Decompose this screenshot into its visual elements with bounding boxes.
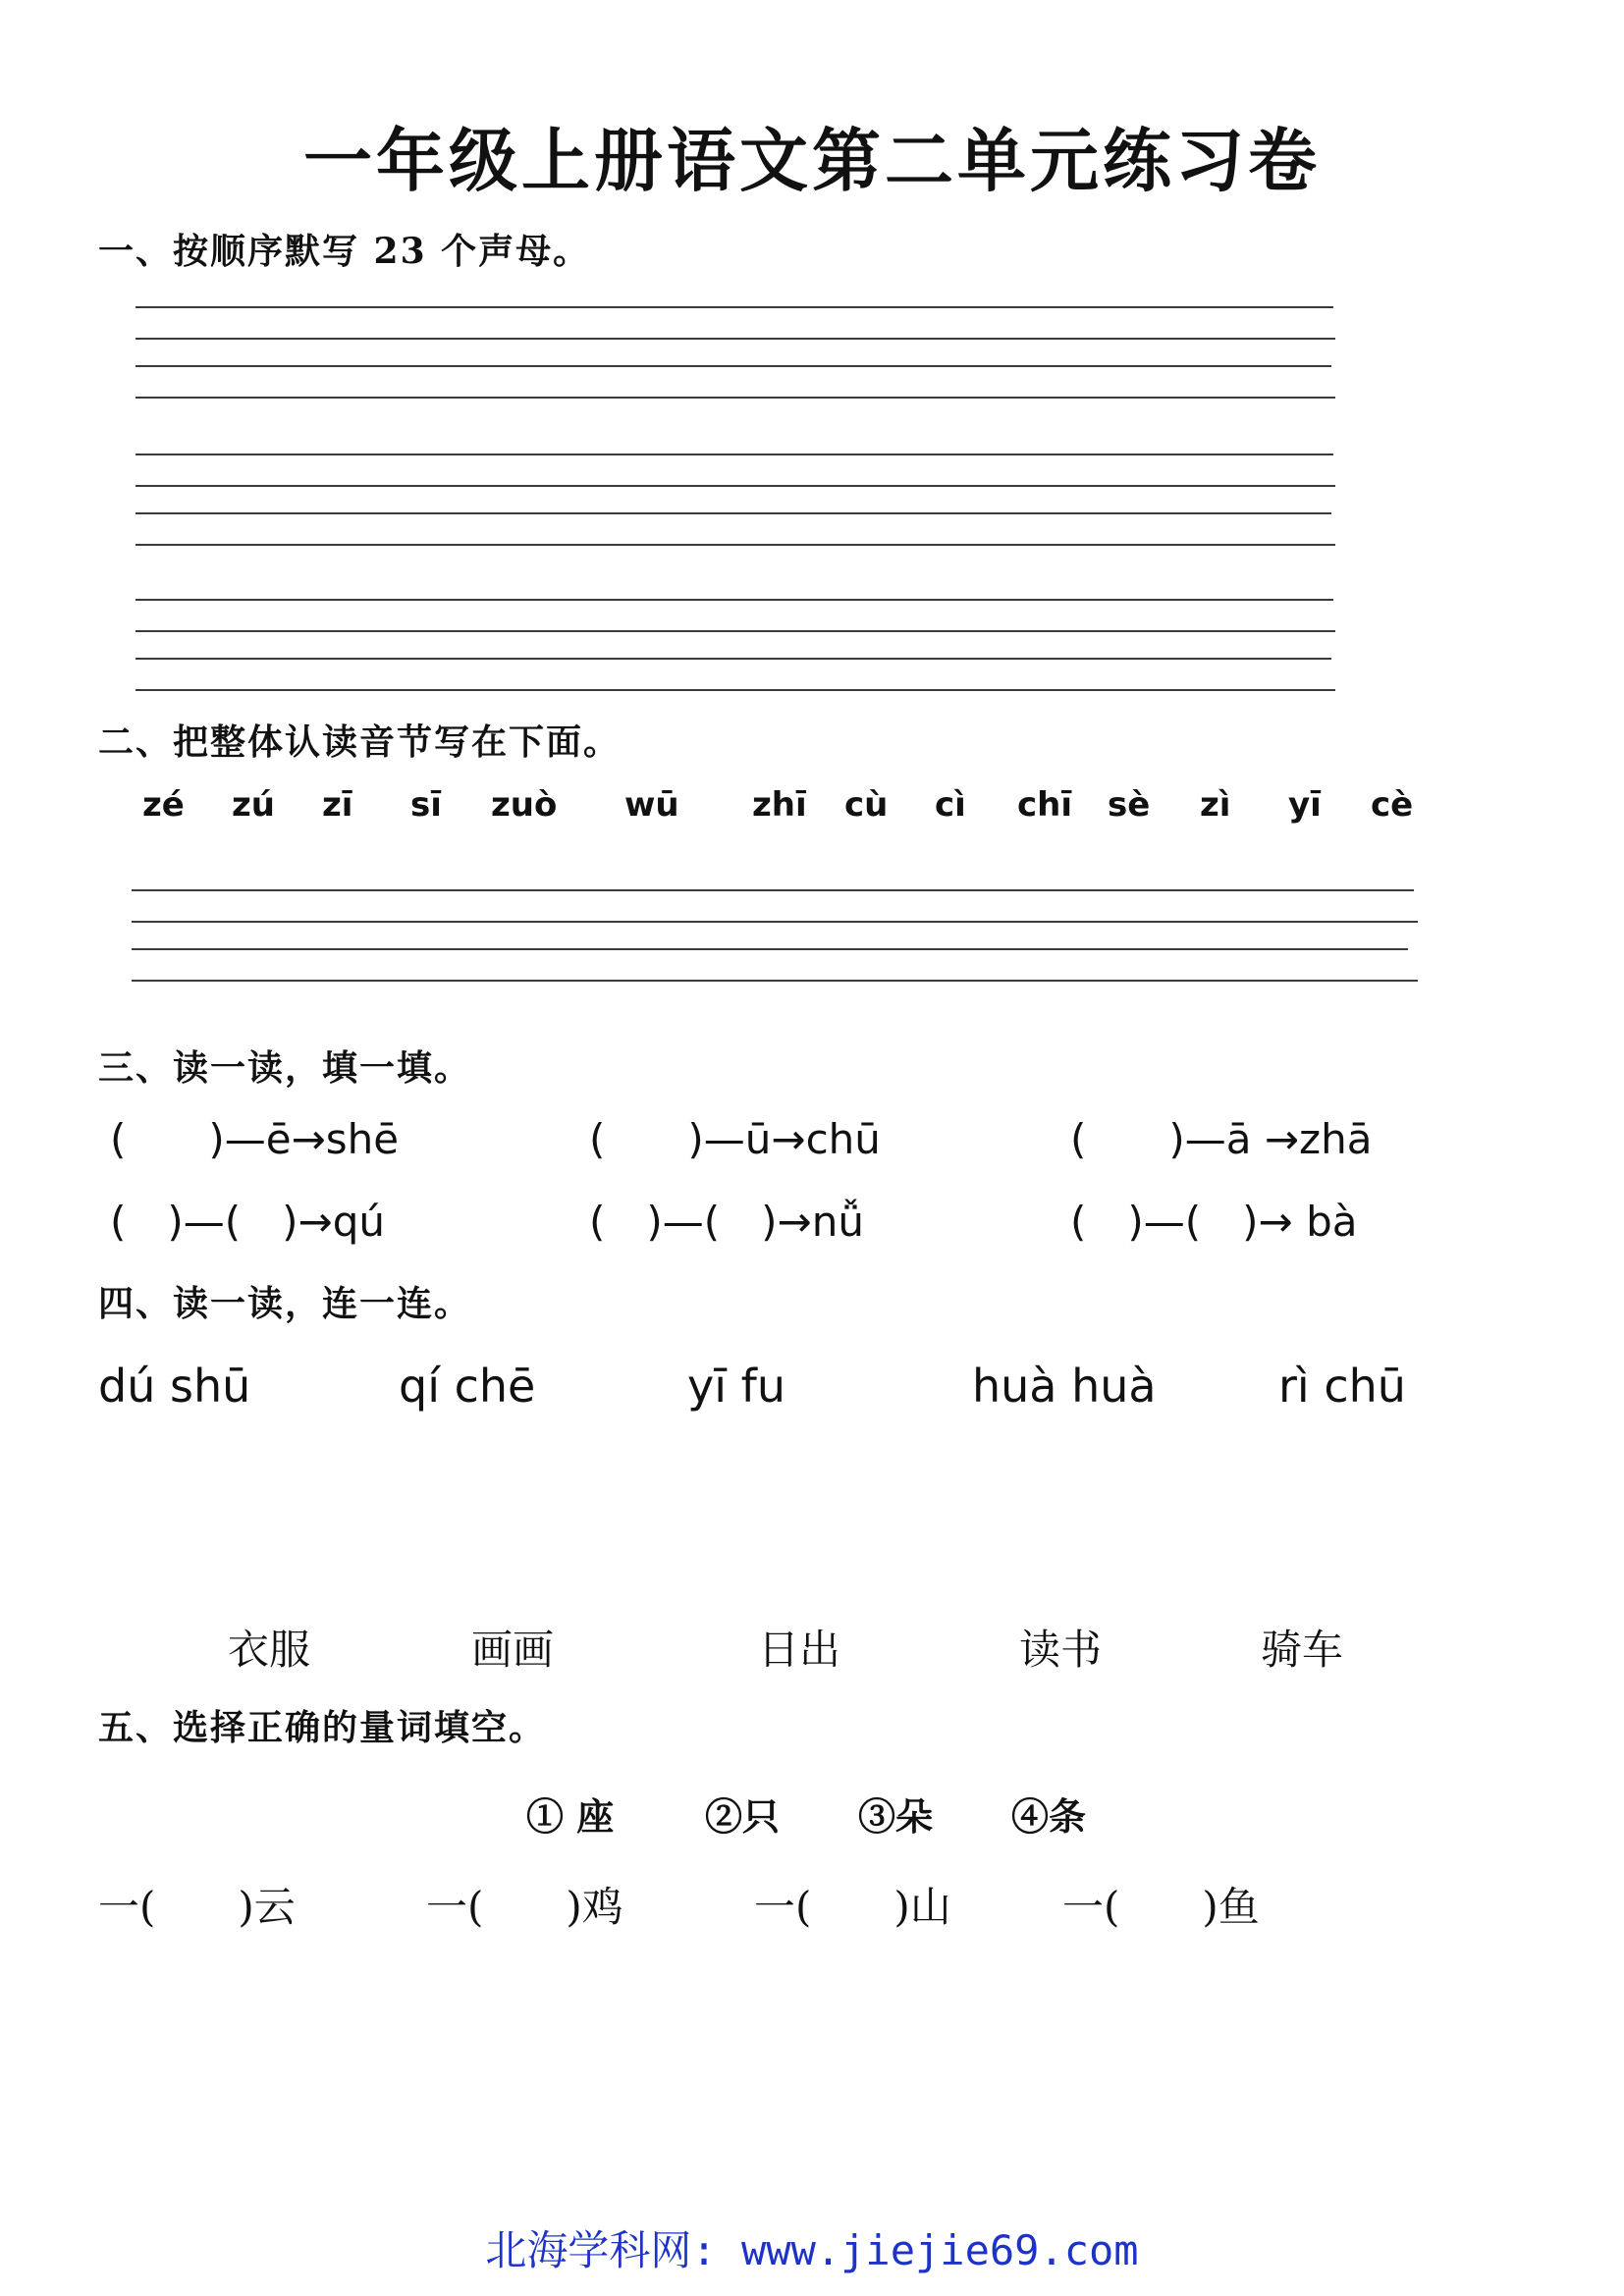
syllable: sī [410, 785, 442, 825]
hanzi-word: 日出 [758, 1626, 841, 1674]
syllable: zú [232, 785, 275, 825]
syllable: wū [624, 785, 679, 825]
fill-item: ( )—ū→chū [589, 1115, 881, 1163]
fill-item: ( )—( )→nǚ [589, 1198, 864, 1246]
page-title: 一年级上册语文第二单元练习卷 [303, 120, 1321, 201]
section-3-heading: 三、读一读，填一填。 [98, 1047, 472, 1089]
syllable: cù [844, 785, 889, 825]
pinyin-word: qí chē [399, 1360, 536, 1413]
syllable: zuò [491, 785, 558, 825]
syllable: cè [1371, 785, 1414, 825]
syllable: yī [1288, 785, 1322, 825]
hanzi-word: 读书 [1019, 1626, 1103, 1674]
section-4-heading: 四、读一读，连一连。 [98, 1283, 472, 1324]
measure-blank: 一( )云 [98, 1883, 296, 1931]
fill-item: ( )—( )→qú [110, 1198, 386, 1246]
syllable: zì [1200, 785, 1231, 825]
syllable: zī [322, 785, 353, 825]
section-1-heading: 一、按顺序默写 23 个声母。 [98, 231, 591, 272]
pinyin-word: dú shū [98, 1360, 251, 1413]
fill-item: ( )—ē→shē [110, 1115, 400, 1163]
fill-item: ( )—ā →zhā [1070, 1115, 1373, 1163]
measure-option: ②只 [705, 1794, 781, 1839]
syllable: cì [935, 785, 966, 825]
fill-item: ( )—( )→ bà [1070, 1198, 1358, 1246]
measure-blank: 一( )山 [754, 1883, 951, 1931]
measure-option: ③朵 [858, 1794, 934, 1839]
section-2-heading: 二、把整体认读音节写在下面。 [98, 721, 622, 763]
measure-option: ④条 [1011, 1794, 1087, 1839]
syllable: chī [1017, 785, 1073, 825]
pinyin-word: huà huà [972, 1360, 1157, 1413]
hanzi-word: 衣服 [228, 1626, 311, 1674]
syllable: zhī [752, 785, 807, 825]
syllable: sè [1108, 785, 1151, 825]
pinyin-word: yī fu [687, 1360, 785, 1413]
pinyin-word: rì chū [1278, 1360, 1406, 1413]
hanzi-word: 画画 [471, 1626, 555, 1674]
measure-blank: 一( )鱼 [1062, 1883, 1260, 1931]
measure-blank: 一( )鸡 [426, 1883, 623, 1931]
syllable: zé [142, 785, 185, 825]
footer-watermark: 北海学科网: www.jiejie69.com [485, 2226, 1139, 2274]
section-5-heading: 五、选择正确的量词填空。 [98, 1707, 547, 1748]
hanzi-word: 骑车 [1261, 1626, 1344, 1674]
measure-option: ① 座 [526, 1794, 615, 1839]
